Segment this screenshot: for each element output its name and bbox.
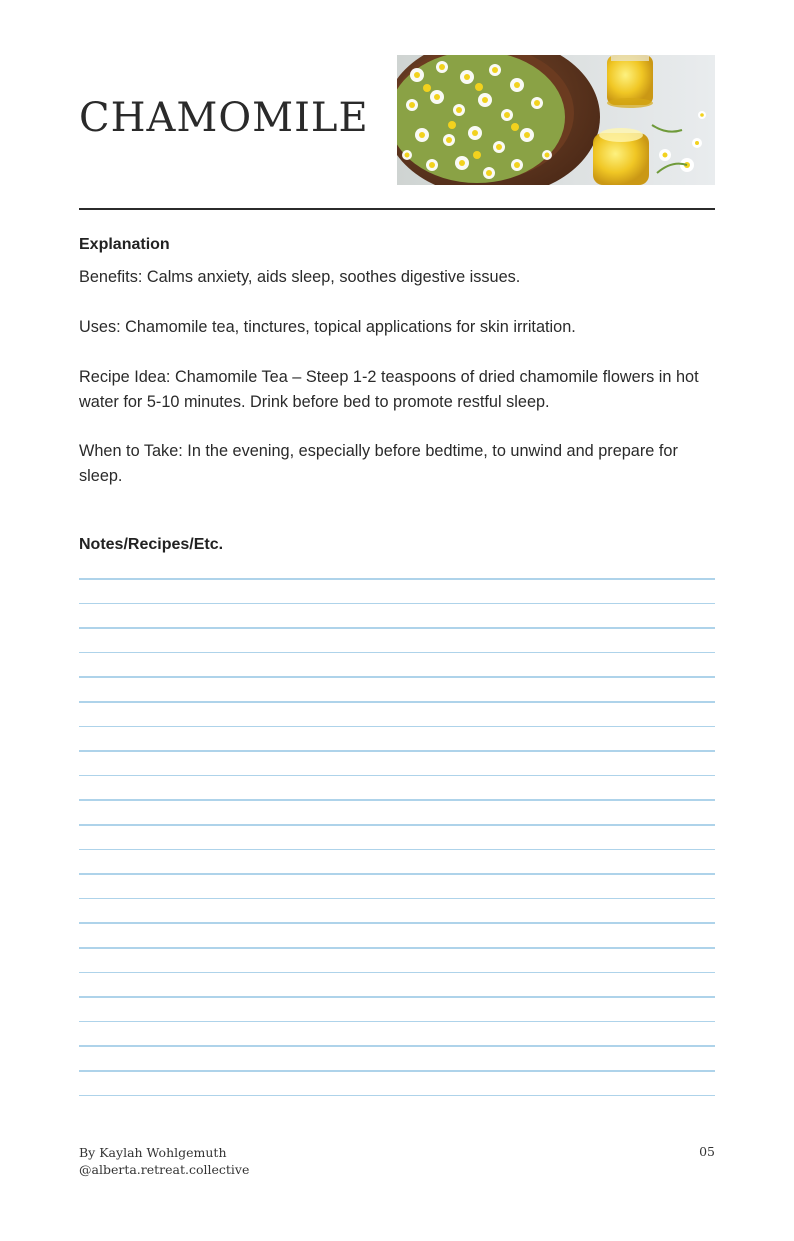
page-number: 05 [699,1144,715,1159]
note-line [79,947,715,949]
note-line [79,898,715,900]
note-line [79,775,715,777]
note-line [79,1070,715,1072]
note-line [79,726,715,728]
chamomile-photo [397,55,715,185]
note-line [79,750,715,752]
notes-lined-area[interactable] [79,578,715,1100]
note-line [79,603,715,605]
header-divider [79,208,715,210]
note-line [79,972,715,974]
note-line [79,824,715,826]
note-line [79,578,715,580]
uses-text: Uses: Chamomile tea, tinctures, topical applications for skin irritation. [79,318,576,336]
when-to-take-text: When to Take: In the evening, especially before bedtime, to unwind and prepare for sleep. [79,442,678,485]
note-line [79,627,715,629]
note-line [79,996,715,998]
note-line [79,922,715,924]
chamomile-photo-illustration [397,55,715,185]
note-line [79,873,715,875]
note-line [79,799,715,801]
notes-heading: Notes/Recipes/Etc. [79,536,224,553]
note-line [79,1045,715,1047]
benefits-text: Benefits: Calms anxiety, aids sleep, soothes digestive issues. [79,268,521,286]
page-title: CHAMOMILE [79,95,369,141]
note-line [79,1021,715,1023]
note-line [79,849,715,851]
note-line [79,1095,715,1097]
note-line [79,701,715,703]
footer-credits [79,1144,249,1178]
note-line [79,676,715,678]
author-credit: By Kaylah Wohlgemuth [79,1145,227,1160]
recipe-text: Recipe Idea: Chamomile Tea – Steep 1-2 teaspoons of dried chamomile flowers in hot water for 5-10 minutes. Drink before bed to promote restful sleep. [79,368,699,411]
social-handle: @alberta.retreat.collective [79,1162,250,1177]
explanation-heading: Explanation [79,236,170,253]
note-line [79,652,715,654]
